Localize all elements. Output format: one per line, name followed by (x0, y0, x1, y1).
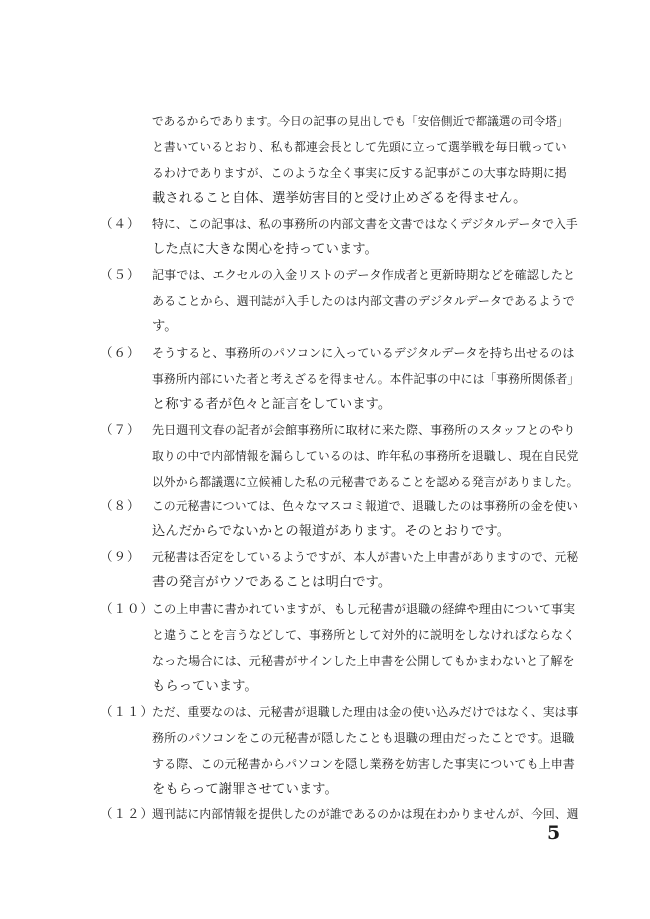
item-text (152, 340, 580, 418)
item-number: （１０） (100, 601, 155, 616)
text-line: 務所のパソコンをこの元秘書が隠したことも退職の理由だったことです。退職 (152, 731, 575, 745)
text-line: 以外から都議選に立候補した私の元秘書であることを認める発言がありました。 (152, 475, 579, 489)
text-line: この元秘書については、色々なマスコミ報道で、退職したのは事務所の金を使い (152, 499, 579, 513)
text-line: と書いているとおり、私も都連会長として先頭に立って選挙戦を毎日戦ってい (152, 140, 567, 154)
text-line: 込んだからでないかとの報道があります。そのとおりです。 (152, 524, 511, 539)
text-line: する際、この元秘書からパソコンを隠し業務を妨害した事実についても上申書 (152, 757, 575, 771)
text-line: 元秘書は否定をしているようですが、本人が書いた上申書がありますので、元秘 (152, 550, 579, 564)
text-line: るわけでありますが、このような全く事実に反する記事がこの大事な時期に掲 (152, 166, 567, 180)
item-number: （７） (100, 422, 141, 437)
item-text (152, 596, 580, 700)
item-number: （１１） (100, 704, 155, 719)
text-line: 取りの中で内部情報を漏らしているのは、昨年私の事務所を退職し、現在自民党 (152, 449, 579, 463)
item-text (152, 493, 580, 545)
item-number: （５） (100, 267, 141, 282)
item-number: （９） (100, 549, 141, 564)
item-text (152, 417, 580, 495)
page-number: 5 (547, 822, 561, 844)
text-line: 週刊誌に内部情報を提供したのが誰であるのかは現在わかりませんが、今回、週 (152, 807, 579, 821)
text-line: と称する者が色々と証言をしています。 (152, 397, 392, 412)
text-line: 載されること自体、選挙妨害目的と受け止めざるを得ません。 (152, 191, 527, 206)
text-line: 事務所内部にいた者と考えざるを得ません。本件記事の中には「事務所関係者」 (152, 372, 580, 386)
text-line: 先日週刊文春の記者が会館事務所に取材に来た際、事務所のスタッフとのやり (152, 423, 576, 437)
text-line: す。 (152, 319, 178, 334)
text-line: そうすると、事務所のパソコンに入っているデジタルデータを持ち出せるのは (152, 346, 575, 360)
text-line: ただ、重要なのは、元秘書が退職した理由は金の使い込みだけではなく、実は事 (152, 705, 579, 719)
item-text (152, 262, 580, 340)
text-line: あることから、週刊誌が入手したのは内部文書のデジタルデータであるようで (152, 294, 575, 308)
item-number: （８） (100, 498, 141, 513)
text-line: をもらって謝罪させています。 (152, 782, 338, 797)
intro-paragraph (152, 108, 572, 212)
text-line: もらっています。 (152, 679, 258, 694)
item-text (152, 211, 580, 263)
text-line: 特に、この記事は、私の事務所の内部文書を文書ではなくデジタルデータで入手 (152, 217, 578, 231)
item-text (152, 544, 580, 596)
text-line: であるからであります。今日の記事の見出しでも「安倍側近で都議選の司令塔」 (152, 114, 569, 128)
text-line: この上申書に書かれていますが、もし元秘書が退職の経緯や理由について事実 (152, 602, 576, 616)
text-line: なった場合には、元秘書がサインした上申書を公開してもかまわないと了解を (152, 654, 575, 668)
text-line: 書の発言がウソであることは明白です。 (152, 575, 392, 590)
item-text (152, 699, 580, 803)
item-number: （４） (100, 216, 141, 231)
text-line: と違うことを言うなどして、事務所として対外的に説明をしなければならなく (152, 628, 576, 642)
item-number: （６） (100, 345, 141, 360)
text-line: 記事では、エクセルの入金リストのデータ作成者と更新時期などを確認したと (152, 268, 576, 282)
item-number: （１２） (100, 806, 155, 821)
item-text (152, 801, 580, 827)
text-line: した点に大きな関心を持っています。 (152, 242, 378, 257)
